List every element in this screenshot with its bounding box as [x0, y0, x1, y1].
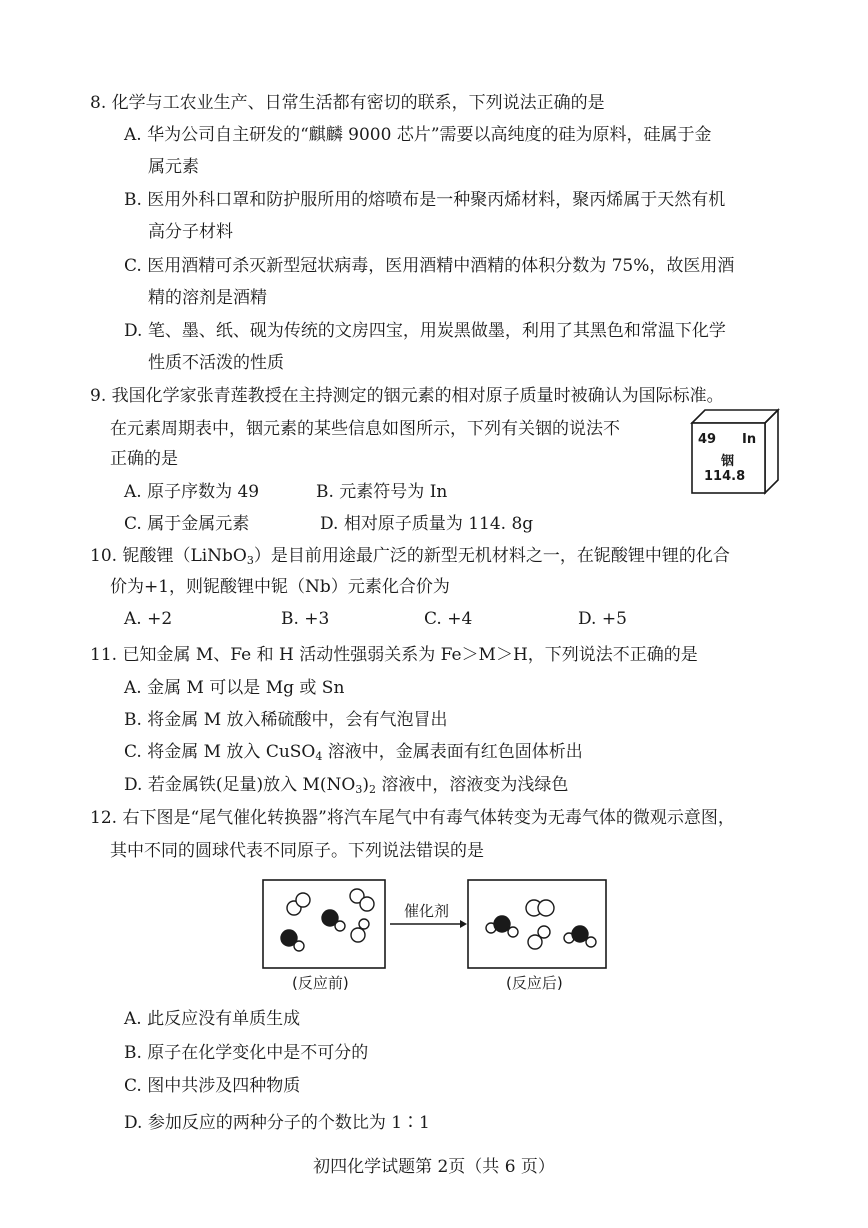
q10-option-b: B. +3	[281, 609, 330, 629]
q9-option-c: C. 属于金属元素	[124, 514, 250, 534]
element-symbol: In	[742, 432, 757, 447]
q10-stem-sub: 3	[246, 554, 254, 567]
q11-option-b: B. 将金属 M 放入稀硫酸中，会有气泡冒出	[124, 710, 448, 730]
q11-option-d	[124, 774, 568, 796]
q11-option-c-sub: 4	[315, 750, 323, 763]
q8-option-c: C. 医用酒精可杀灭新型冠状病毒，医用酒精中酒精的体积分数为 75%，故医用酒	[124, 256, 735, 276]
q12-option-d: D. 参加反应的两种分子的个数比为 1∶1	[124, 1113, 430, 1133]
q11-option-d-sub1: 3	[355, 783, 363, 796]
element-number: 49	[698, 432, 717, 447]
q10-option-d: D. +5	[578, 609, 627, 629]
q11-option-d-post: 溶液中，溶液变为浅绿色	[376, 775, 569, 795]
atom-white	[528, 935, 542, 949]
q9-option-a: A. 原子序数为 49	[124, 482, 260, 502]
q8-option-a-cont: 属元素	[148, 157, 199, 177]
q10-option-c: C. +4	[424, 609, 473, 629]
q12-option-b: B. 原子在化学变化中是不可分的	[124, 1043, 369, 1063]
element-name: 铟	[721, 454, 735, 469]
atom-white	[538, 900, 554, 916]
q9-stem-2: 在元素周期表中，铟元素的某些信息如图所示，下列有关铟的说法不	[110, 419, 620, 439]
q8-option-d: D. 笔、墨、纸、砚为传统的文房四宝，用炭黑做墨，利用了其黑色和常温下化学	[124, 321, 726, 341]
q8-stem: 8. 化学与工农业生产、日常生活都有密切的联系，下列说法正确的是	[90, 93, 605, 113]
q8-option-c-cont: 精的溶剂是酒精	[148, 288, 267, 308]
q8-option-d-cont: 性质不活泼的性质	[148, 353, 284, 373]
q9-stem: 9. 我国化学家张青莲教授在主持测定的铟元素的相对原子质量时被确认为国际标准。	[90, 386, 724, 406]
q10-stem-2: 价为+1，则铌酸锂中铌（Nb）元素化合价为	[110, 577, 450, 597]
atom-white-small	[335, 921, 345, 931]
q11-option-d-mid: )	[362, 775, 369, 795]
before-caption: (反应前)	[292, 974, 349, 992]
q11-option-c	[124, 741, 583, 763]
atom-white	[360, 897, 374, 911]
q12-stem: 12. 右下图是“尾气催化转换器”将汽车尾气中有毒气体转变为无毒气体的微观示意图，	[90, 808, 735, 828]
atom-white-small	[359, 919, 369, 929]
arrow-head	[460, 920, 467, 928]
q8-option-b-cont: 高分子材料	[148, 222, 233, 242]
after-caption: (反应后)	[506, 974, 563, 992]
q9-option-d: D. 相对原子质量为 114. 8g	[320, 514, 534, 534]
element-mass: 114.8	[704, 469, 746, 484]
atom-white	[296, 893, 310, 907]
reaction-diagram	[262, 876, 608, 998]
q11-option-d-sub2: 2	[369, 783, 376, 796]
q8-option-a: A. 华为公司自主研发的“麒麟 9000 芯片”需要以高纯度的硅为原料，硅属于金	[124, 125, 712, 145]
q11-option-c-post: 溶液中，金属表面有红色固体析出	[322, 742, 583, 762]
q12-option-a: A. 此反应没有单质生成	[124, 1009, 301, 1029]
atom-white-small	[508, 927, 518, 937]
atom-black	[572, 926, 588, 942]
q10-option-a: A. +2	[124, 609, 173, 629]
catalyst-label: 催化剂	[404, 902, 450, 920]
atom-white	[351, 928, 365, 942]
page-footer: 初四化学试题第 2页（共 6 页）	[313, 1157, 555, 1177]
q10-stem	[90, 545, 730, 567]
q11-option-c-pre: C. 将金属 M 放入 CuSO	[124, 742, 316, 762]
q11-option-a: A. 金属 M 可以是 Mg 或 Sn	[124, 678, 345, 698]
q10-stem-pre: 10. 铌酸锂（LiNbO	[90, 546, 247, 566]
atom-white-small	[294, 941, 304, 951]
q12-stem-2: 其中不同的圆球代表不同原子。下列说法错误的是	[110, 841, 484, 861]
q11-stem: 11. 已知金属 M、Fe 和 H 活动性强弱关系为 Fe＞M＞H，下列说法不正确的是	[90, 645, 698, 665]
q11-option-d-pre: D. 若金属铁(足量)放入 M(NO	[124, 775, 356, 795]
q12-option-c: C. 图中共涉及四种物质	[124, 1076, 301, 1096]
q8-option-b: B. 医用外科口罩和防护服所用的熔喷布是一种聚丙烯材料，聚丙烯属于天然有机	[124, 190, 726, 210]
q9-option-b: B. 元素符号为 In	[316, 482, 448, 502]
atom-black	[494, 916, 510, 932]
q9-stem-3: 正确的是	[110, 449, 178, 469]
q10-stem-post: ）是目前用途最广泛的新型无机材料之一，在铌酸锂中锂的化合	[253, 546, 730, 566]
atom-white-small	[586, 937, 596, 947]
element-card-indium	[690, 408, 780, 496]
